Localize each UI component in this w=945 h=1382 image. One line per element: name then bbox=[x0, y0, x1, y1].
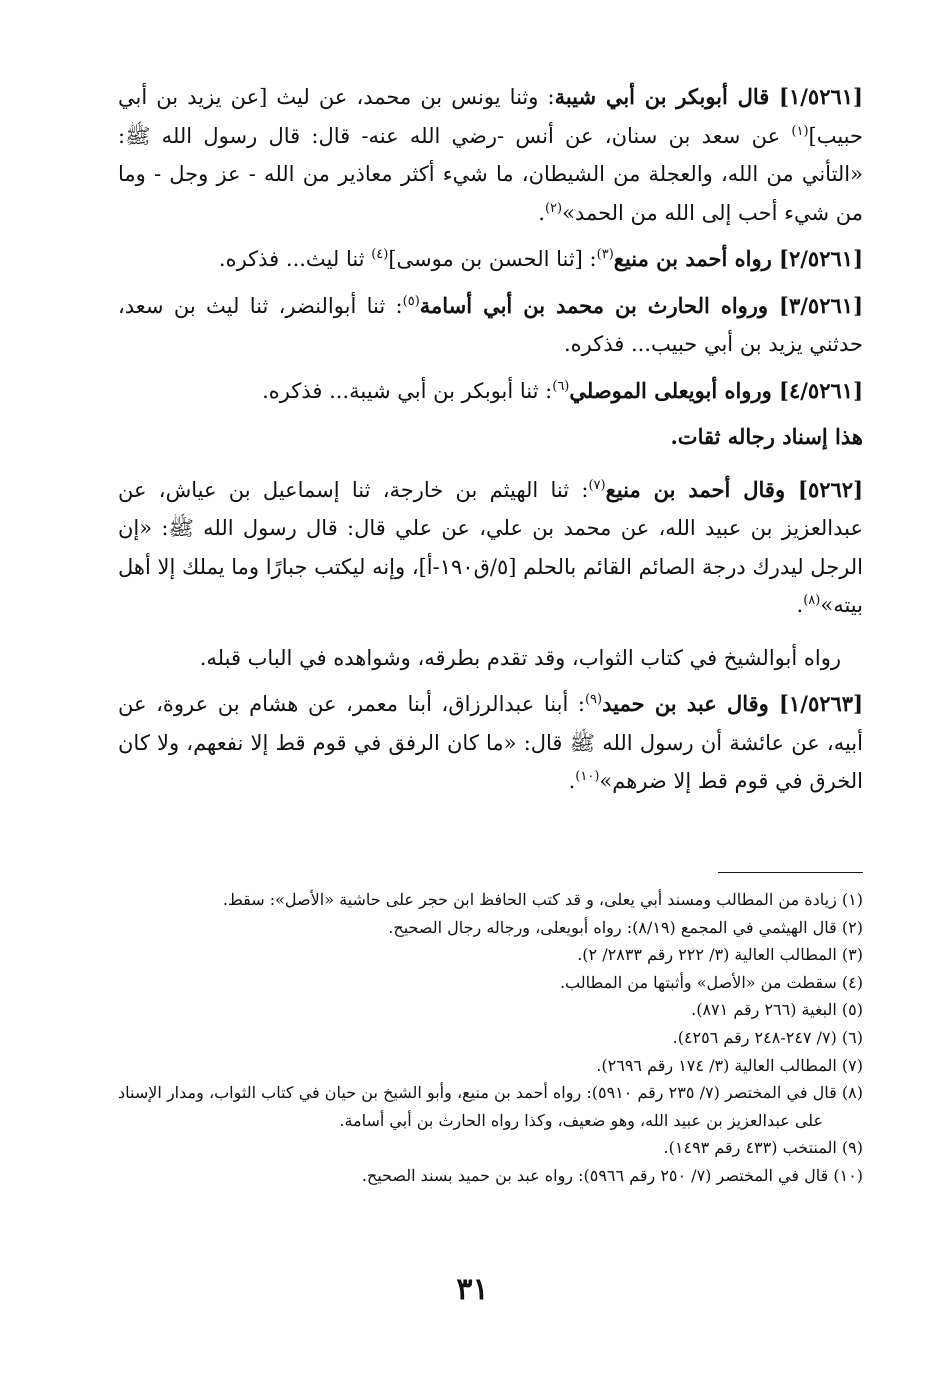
footnote-reference: (٦) bbox=[552, 378, 570, 394]
footnote: (٧) المطالب العالية (٣/ ١٧٤ رقم ٢٦٩٦). bbox=[596, 1055, 863, 1075]
paragraph-text: : وثنا يونس بن محمد، عن ليث [عن يزيد بن أبي حبيب] bbox=[118, 85, 863, 148]
footnote-reference: (٨) bbox=[803, 593, 821, 608]
paragraph-text: . bbox=[568, 769, 576, 793]
paragraph-text: : أبنا عبدالرزاق، أبنا معمر، عن هشام بن عروة، عن أبيه، عن عائشة أن رسول الله ﷺ قال: «ما كان الرفق في قوم قط إلا نفعهم، ولا كان الخرق في قوم قط إلا ضرهم» bbox=[118, 692, 863, 793]
footnote: (٢) قال الهيثمي في المجمع (٨/١٩): رواه أبويعلى، ورجاله رجال الصحيح. bbox=[388, 917, 863, 937]
footnote: (١٠) قال في المختصر (٧/ ٢٥٠ رقم ٥٩٦٦): رواه عبد بن حميد بسند الصحيح. bbox=[361, 1165, 863, 1185]
paragraph-text: : [ثنا الحسن بن موسى] bbox=[388, 247, 597, 271]
footnotes bbox=[118, 886, 863, 1190]
footnote: (٦) (٧/ ٢٤٧-٢٤٨ رقم ٤٢٥٦). bbox=[672, 1027, 863, 1047]
paragraph bbox=[118, 372, 863, 411]
paragraph bbox=[118, 639, 863, 678]
footnote-reference: (٣) bbox=[596, 247, 614, 262]
hadith-heading: [٣/٥٢٦١] ورواه الحارث بن محمد بن أبي أسامة bbox=[419, 292, 863, 318]
footnote: (٥) البغية (٢٦٦ رقم ٨٧١). bbox=[691, 1000, 863, 1020]
paragraph-text: : ثنا أبوالنضر، ثنا ليث بن سعد، حدثني يزيد بن أبي حبيب... فذكره. bbox=[118, 293, 863, 356]
footnote-reference: (١٠) bbox=[575, 769, 600, 784]
paragraph-text: : ثنا الهيثم بن خارجة، ثنا إسماعيل بن عياش، عن عبدالعزيز بن عبيد الله، عن محمد بن علي، عن علي قال: قال رسول الله ﷺ: «إن الرجل ليدرك درجة الصائم القائم بالحلم [٥/ق١٩٠-أ]، وإنه ليكتب جبارًا وما يملك إلا أهل بيته» bbox=[117, 477, 863, 617]
paragraph-text: . bbox=[538, 200, 545, 225]
hadith-heading: [٢/٥٢٦١] رواه أحمد بن منيع bbox=[613, 246, 863, 271]
footnote-reference: (٢) bbox=[544, 200, 563, 216]
paragraph-text: . bbox=[796, 593, 804, 617]
hadith-heading: [٤/٥٢٦١] ورواه أبويعلى الموصلي bbox=[569, 377, 863, 403]
footnote: (٩) المنتخب (٤٣٣ رقم ١٤٩٣). bbox=[663, 1138, 863, 1158]
footnote: (٨) قال في المختصر (٧/ ٢٣٥ رقم ٥٩١٠): رواه أحمد بن منيع، وأبو الشيخ بن حيان في كتاب الثواب، ومدار الإسناد على عبدالعزيز بن عبيد الله، وهو ضعيف، وكذا رواه الحارث بن أبي أسامة. bbox=[118, 1083, 864, 1130]
paragraph bbox=[118, 418, 863, 457]
paragraph-text: رواه أبوالشيخ في كتاب الثواب، وقد تقدم بطرقه، وشواهده في الباب قبله. bbox=[199, 645, 841, 670]
footnote: (١) زيادة من المطالب ومسند أبي يعلى، و قد كتب الحافظ ابن حجر على حاشية «الأصل»: سقط. bbox=[222, 890, 863, 909]
hadith-heading: هذا إسناد رجاله ثقات. bbox=[670, 424, 863, 449]
paragraph bbox=[118, 471, 863, 625]
paragraph bbox=[118, 240, 863, 279]
footnote-reference: (٩) bbox=[584, 692, 603, 707]
footnote-reference: (٥) bbox=[402, 293, 420, 309]
hadith-heading: [١/٥٢٦٣] وقال عبد بن حميد bbox=[602, 691, 864, 716]
main-text bbox=[118, 78, 863, 809]
footnote: (٤) سقطت من «الأصل» وأثبتها من المطالب. bbox=[559, 972, 863, 992]
page-number: ٣١ bbox=[456, 1272, 489, 1307]
hadith-heading: [١/٥٢٦١] قال أبوبكر بن أبي شيبة bbox=[554, 84, 863, 109]
footnote-separator bbox=[718, 872, 863, 873]
footnote-reference: (١) bbox=[791, 123, 809, 139]
hadith-heading: [٥٢٦٢] وقال أحمد بن منيع bbox=[605, 476, 863, 502]
paragraph bbox=[118, 78, 863, 232]
footnote-reference: (٤) bbox=[371, 247, 389, 262]
footnote-reference: (٧) bbox=[588, 477, 606, 493]
footnote: (٣) المطالب العالية (٣/ ٢٢٢ رقم ٢٨٣٣/ ٢). bbox=[577, 945, 863, 965]
paragraph-text: ثنا ليث... فذكره. bbox=[218, 247, 372, 271]
paragraph-text: عن سعد بن سنان، عن أنس -رضي الله عنه- قال: قال رسول الله ﷺ: «التأني من الله، والعجلة من الشيطان، ما شيء أكثر معاذير من الله - عز وجل - وما من شيء أحب إلى الله من الحمد» bbox=[118, 123, 863, 225]
paragraph bbox=[118, 287, 863, 364]
paragraph-text: : ثنا أبوبكر بن أبي شيبة... فذكره. bbox=[262, 378, 553, 403]
paragraph bbox=[118, 685, 863, 801]
